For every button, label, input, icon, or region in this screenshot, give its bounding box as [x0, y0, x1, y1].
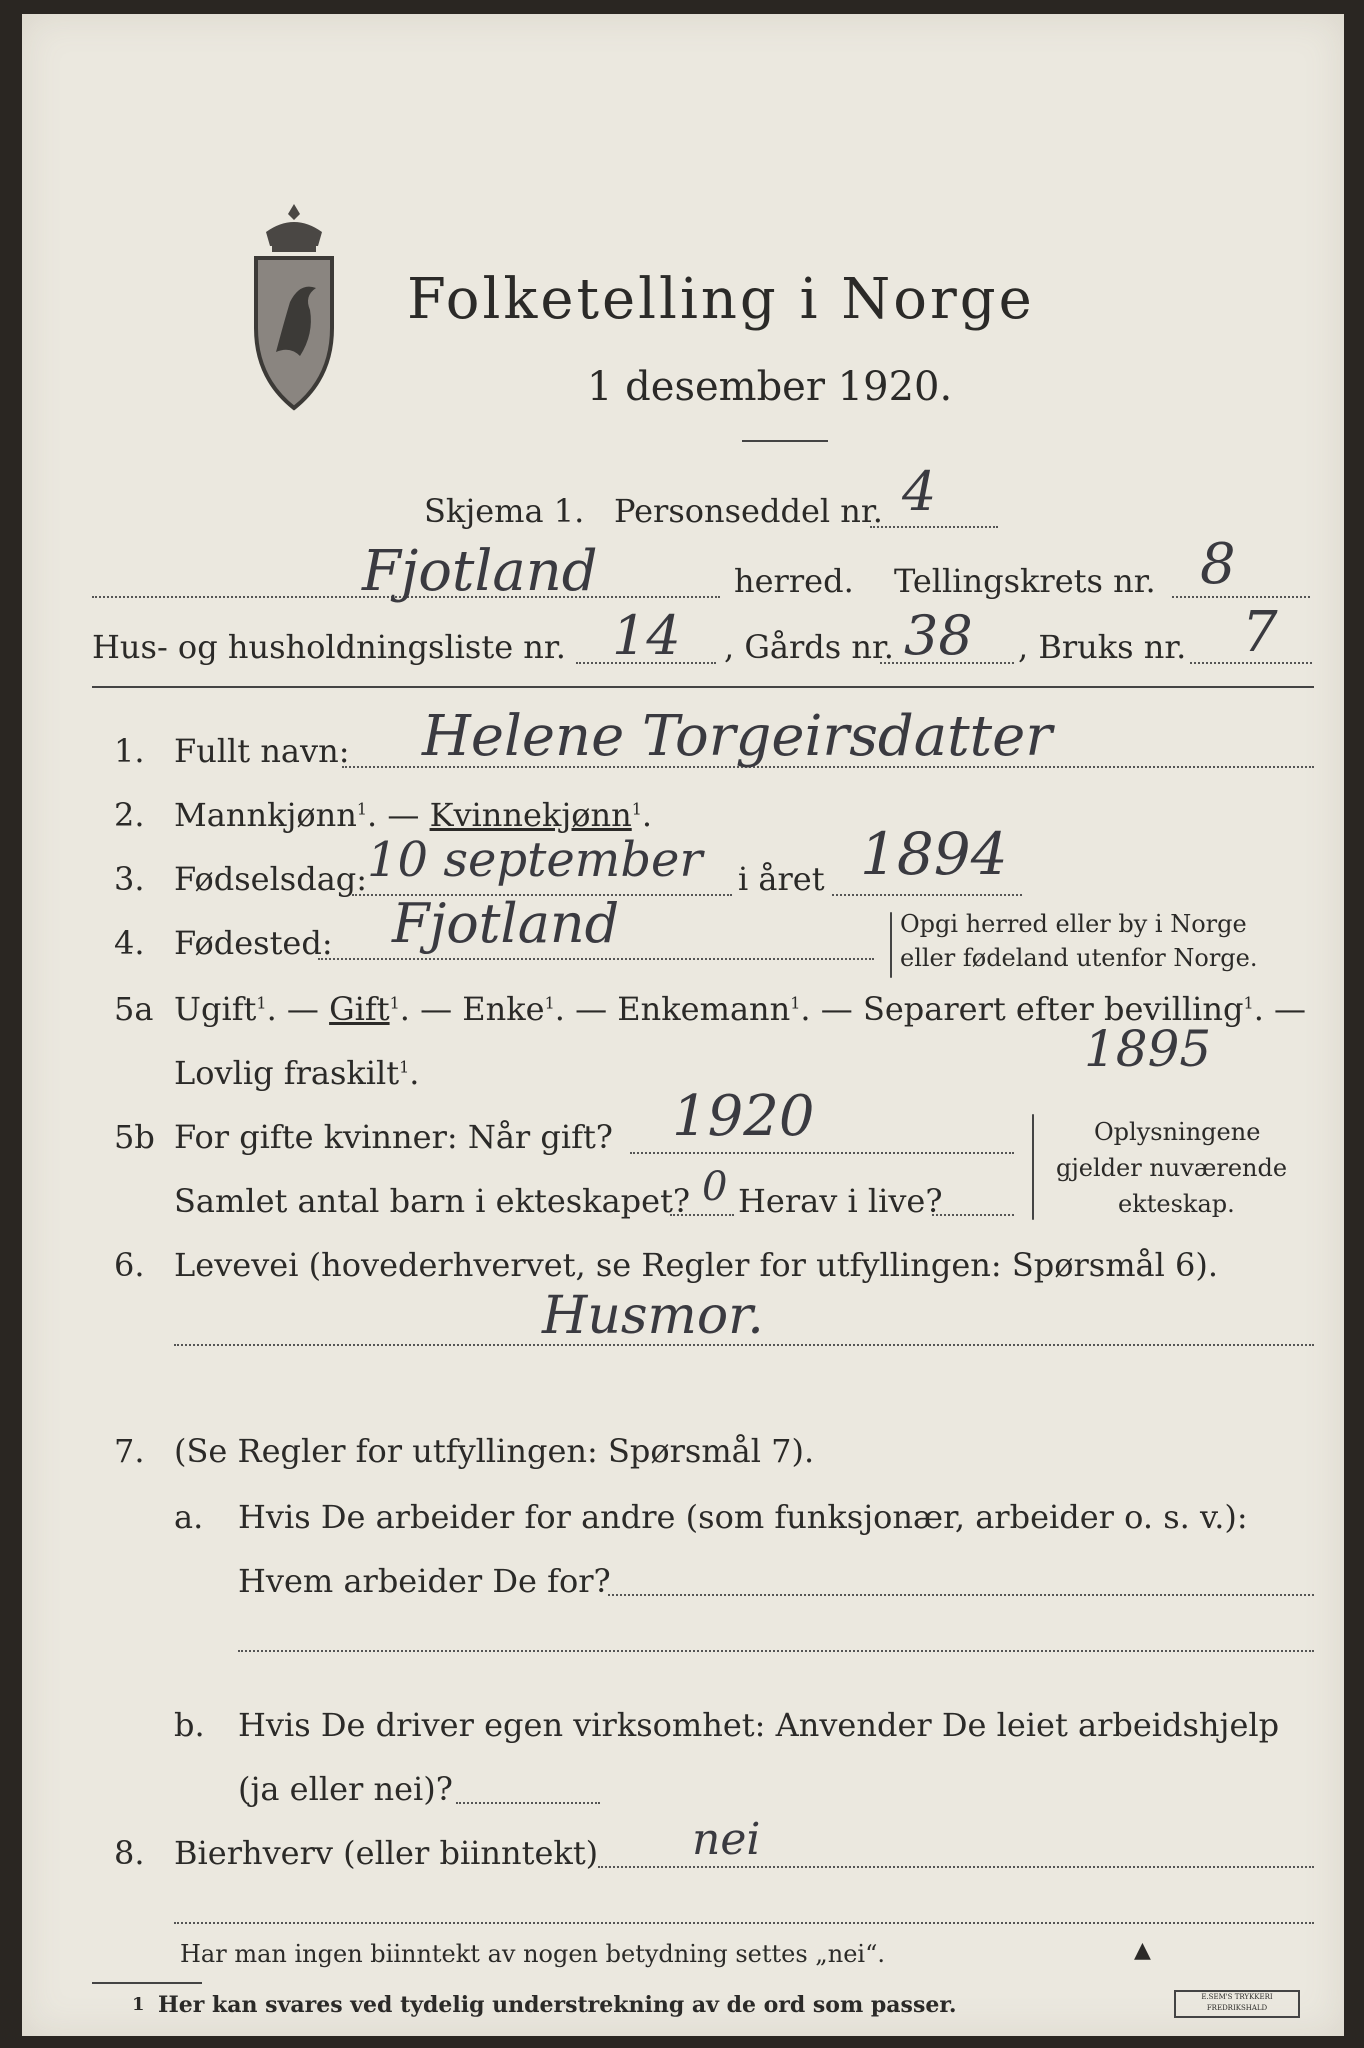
q4-number: 4. — [114, 924, 145, 962]
footnote: Her kan svares ved tydelig understrekning av de ord som passer. — [158, 1992, 957, 2018]
q4-brace — [890, 912, 892, 978]
skjema-label: Skjema 1. — [424, 492, 585, 530]
bruks-value: 7 — [1242, 600, 1278, 665]
footnote-mark: 1 — [132, 1994, 145, 2015]
q5b-live-line — [932, 1214, 1014, 1216]
personseddel-label: Personseddel nr. — [614, 492, 883, 530]
q4-note-1: Opgi herred eller by i Norge — [900, 910, 1247, 938]
q5a-gift: Gift — [329, 990, 390, 1028]
q7a-question: Hvem arbeider De for? — [238, 1562, 611, 1600]
q4-label: Fødested: — [174, 924, 333, 962]
q5a-number: 5a — [114, 990, 154, 1028]
q7b-text: Hvis De driver egen virksomhet: Anvender De leiet arbeidshjelp — [238, 1706, 1280, 1744]
tellingskrets-label: Tellingskrets nr. — [894, 562, 1156, 600]
q3-label: Fødselsdag: — [174, 860, 368, 898]
tellingskrets-value: 8 — [1200, 532, 1236, 597]
census-form — [22, 14, 1344, 2036]
q6-value: Husmor. — [542, 1286, 764, 1346]
divider — [742, 440, 828, 442]
q1-value: Helene Torgeirsdatter — [422, 704, 1053, 769]
q6-label: Levevei (hovederhvervet, se Regler for utfyllingen: Spørsmål 6). — [174, 1246, 1219, 1284]
herred-value: Fjotland — [362, 539, 598, 604]
q3-year-value: 1894 — [860, 820, 1008, 888]
q4-line — [318, 958, 874, 960]
q5b-label: For gifte kvinner: Når gift? — [174, 1118, 613, 1156]
bruks-label: , Bruks nr. — [1018, 628, 1187, 666]
tellingskrets-line — [1172, 596, 1310, 598]
q7a-line-1 — [608, 1594, 1314, 1596]
q8-number: 8. — [114, 1834, 145, 1872]
q5b-barn-value: 0 — [702, 1164, 728, 1210]
q5a-options: Ugift$^1$. — Gift$^1$. — Enke$^1$. — Enkemann$^1$. — Separert efter bevilling$^1$. — — [174, 990, 1307, 1028]
q2-male: Mannkjønn — [174, 796, 357, 834]
q7b-question: (ja eller nei)? — [238, 1770, 453, 1808]
q7a-line-2 — [238, 1650, 1314, 1652]
q5b-number: 5b — [114, 1118, 155, 1156]
q7-number: 7. — [114, 1432, 145, 1470]
coat-of-arms-icon — [246, 202, 342, 412]
q4-note-2: eller fødeland utenfor Norge. — [900, 944, 1258, 972]
q5b-barn-label: Samlet antal barn i ekteskapet? — [174, 1182, 691, 1220]
q5a-fraskilt: Lovlig fraskilt$^1$. — [174, 1054, 420, 1092]
q5b-note-1: Oplysningene — [1094, 1118, 1261, 1146]
q3-year-line — [832, 894, 1022, 896]
q3-number: 3. — [114, 860, 145, 898]
q5b-note-3: ekteskap. — [1118, 1190, 1235, 1218]
q6-number: 6. — [114, 1246, 145, 1284]
q2-sep: — — [387, 796, 420, 834]
q8-label: Bierhverv (eller biinntekt) — [174, 1834, 599, 1872]
q5b-value: 1920 — [672, 1084, 815, 1149]
herred-label: herred. — [734, 562, 854, 600]
q7a-text: Hvis De arbeider for andre (som funksjonær, arbeider o. s. v.): — [238, 1498, 1248, 1536]
footer-note: Har man ingen biinntekt av nogen betydning settes „nei“. — [180, 1940, 885, 1968]
q2-options: Mannkjønn$^1$. — Kvinnekjønn$^1$. — [174, 796, 653, 834]
q5b-note-2: gjelder nuværende — [1056, 1154, 1288, 1182]
q5b-brace — [1032, 1114, 1034, 1220]
q6-line — [174, 1344, 1314, 1346]
q5b-line — [630, 1152, 1014, 1154]
q3-value: 10 september — [367, 832, 703, 888]
q7b-line — [456, 1802, 600, 1804]
q2-number: 2. — [114, 796, 145, 834]
gards-value: 38 — [904, 604, 973, 667]
q7b-number: b. — [174, 1706, 205, 1744]
mark-icon: ▲ — [1134, 1938, 1151, 1963]
form-date: 1 desember 1920. — [587, 364, 953, 410]
hus-label: Hus- og husholdningsliste nr. — [92, 628, 566, 666]
hus-value: 14 — [612, 604, 681, 667]
q1-number: 1. — [114, 732, 145, 770]
q8-line — [598, 1866, 1314, 1868]
header-rule — [92, 686, 1314, 688]
footnote-rule — [92, 1982, 202, 1984]
q5b-live-label: Herav i live? — [738, 1182, 943, 1220]
q8-line-2 — [174, 1922, 1314, 1924]
q4-value: Fjotland — [392, 892, 620, 955]
q5b-barn-line — [670, 1214, 734, 1216]
q3-year-label: i året — [738, 860, 825, 898]
q7-label: (Se Regler for utfyllingen: Spørsmål 7). — [174, 1432, 815, 1470]
q1-label: Fullt navn: — [174, 732, 350, 770]
q8-value: nei — [692, 1814, 761, 1865]
gards-label: , Gårds nr. — [724, 628, 894, 666]
form-title: Folketelling i Norge — [407, 267, 1035, 332]
personseddel-value: 4 — [902, 460, 937, 523]
printer-stamp: E.SEM'S TRYKKERI FREDRIKSHALD — [1174, 1990, 1300, 2018]
personseddel-line — [870, 526, 998, 528]
q2-female: Kvinnekjønn — [429, 796, 632, 834]
q5a-margin-note: 1895 — [1084, 1020, 1212, 1078]
q7a-number: a. — [174, 1498, 204, 1536]
